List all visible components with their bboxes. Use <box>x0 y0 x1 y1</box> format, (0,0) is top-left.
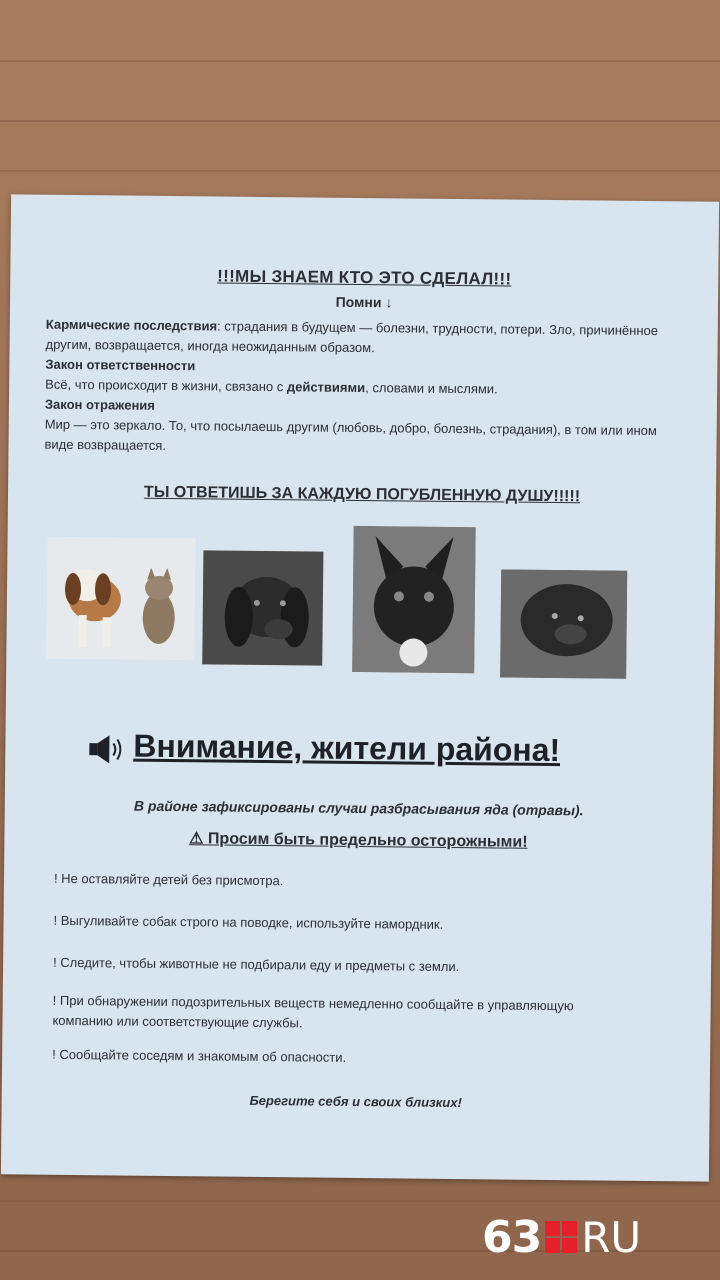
list-item: ! Следите, чтобы животные не подбирали еду и предметы с земли. <box>53 954 460 975</box>
careful-warning: ⚠ Просим быть предельно осторожными! <box>189 830 528 851</box>
dachshund-photo <box>202 550 323 665</box>
law1-title: Закон ответственности <box>45 356 196 374</box>
shaggy-dog-photo <box>500 569 627 678</box>
karma-label: Кармические последствия <box>45 316 218 334</box>
list-item: ! Сообщайте соседям и знакомым об опасности. <box>52 1046 347 1065</box>
closing-text: Берегите себя и своих близких! <box>249 1092 462 1111</box>
flyer-paper <box>1 194 719 1181</box>
law2-title: Закон отражения <box>44 396 156 413</box>
list-item: ! Выгуливайте собак строго на поводке, используйте намордник. <box>53 912 444 932</box>
attention-heading: Внимание, жители района! <box>133 727 561 769</box>
logo-suffix: RU <box>581 1212 642 1262</box>
poison-notice: В районе зафиксированы случаи разбрасывания яда (отравы). <box>133 797 584 819</box>
answer-heading: ТЫ ОТВЕТИШЬ ЗА КАЖДУЮ ПОГУБЛЕННУЮ ДУШУ!!!!! <box>143 483 581 506</box>
site-logo <box>482 1212 641 1262</box>
law2-text: Мир — это зеркало. То, что посылаешь другим (любовь, добро, болезнь, страдания), в том или ином виде возвращается. <box>44 416 657 453</box>
list-item: ! Не оставляйте детей без присмотра. <box>53 870 284 889</box>
puppy-kitten-photo <box>46 537 195 661</box>
karma-text: : страдания в будущем — болезни, трудности, потери. Зло, причинённое другим, возвращается, иногда неожиданным образом. <box>45 318 659 356</box>
speaker-icon <box>87 733 127 765</box>
karma-paragraph <box>45 315 685 362</box>
french-bulldog-photo <box>352 526 476 673</box>
law1-text: Всё, что происходит в жизни, связано с действиями, словами и мыслями. <box>45 376 498 397</box>
flyer-title: !!!МЫ ЗНАЕМ КТО ЭТО СДЕЛАЛ!!! <box>217 266 512 289</box>
logo-squares-icon <box>545 1221 577 1253</box>
logo-number: 63 <box>482 1211 542 1263</box>
list-item: ! При обнаружении подозрительных веществ немедленно сообщайте в управляющую компанию или соответствующие службы. <box>52 992 574 1031</box>
remember-label: Помни ↓ <box>335 293 393 311</box>
